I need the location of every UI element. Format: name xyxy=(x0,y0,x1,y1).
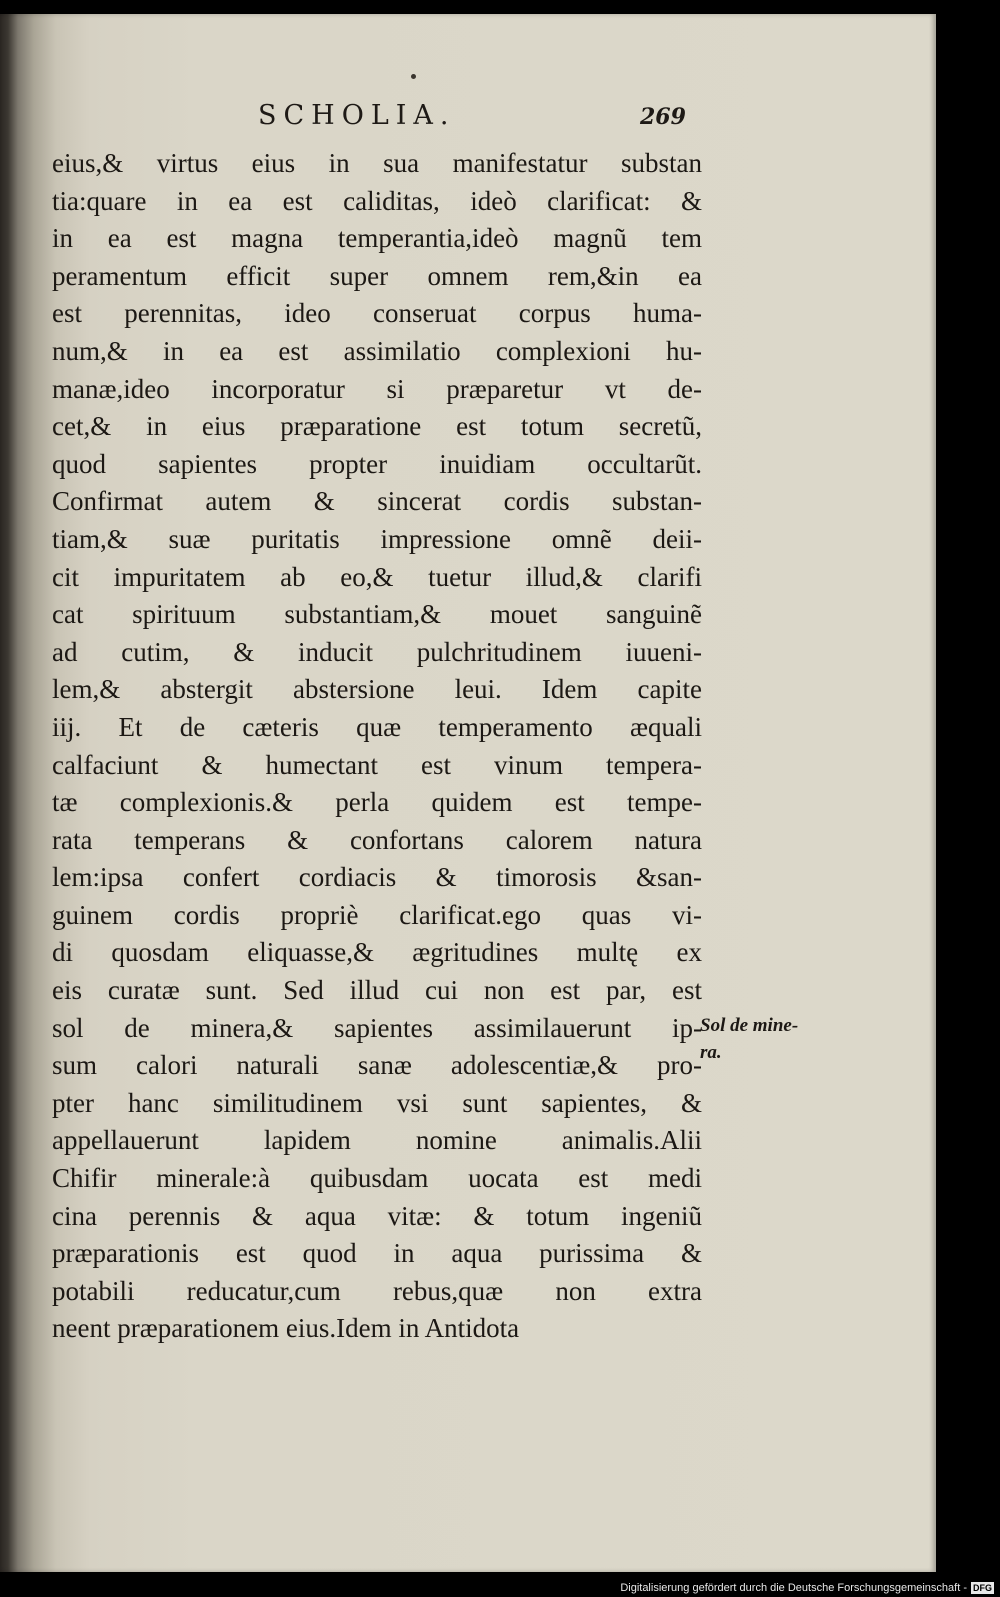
text-line: cat spirituum substantiam,& mouet sanguinẽ xyxy=(52,599,702,630)
text-line: cet,& in eius præparatione est totum secretũ, xyxy=(52,411,702,442)
text-line: di quosdam eliquasse,& ægritudines multę ex xyxy=(52,937,702,968)
text-line: lem:ipsa confert cordiacis & timorosis &san- xyxy=(52,862,702,893)
book-page xyxy=(0,14,936,1572)
text-line: peramentum efficit super omnem rem,&in ea xyxy=(52,260,702,291)
text-line: tia:quare in ea est caliditas, ideò clarificat: & xyxy=(52,185,702,216)
text-line: guinem cordis propriè clarificat.ego quas vi- xyxy=(52,899,702,930)
text-line: in ea est magna temperantia,ideò magnũ tem xyxy=(52,223,702,254)
text-line: calfaciunt & humectant est vinum tempera- xyxy=(52,749,702,780)
margin-note-line: ra. xyxy=(700,1042,722,1063)
text-line: præparationis est quod in aqua purissima & xyxy=(52,1238,702,1269)
funding-credit: Digitalisierung gefördert durch die Deutsche Forschungsgemeinschaft - xyxy=(620,1582,967,1594)
text-line: manæ,ideo incorporatur si præparetur vt de- xyxy=(52,373,702,404)
dfg-logo-icon: DFG xyxy=(973,1583,992,1593)
margin-note xyxy=(700,1012,830,1066)
text-line: sum calori naturali sanæ adolescentiæ,& pro- xyxy=(52,1050,702,1081)
text-line: tiam,& suæ puritatis impressione omnẽ deii- xyxy=(52,523,702,554)
text-line: num,& in ea est assimilatio complexioni hu- xyxy=(52,335,702,366)
text-line: iij. Et de cæteris quæ temperamento æquali xyxy=(52,711,702,742)
page-header xyxy=(0,100,936,140)
text-line: cina perennis & aqua vitæ: & totum ingeniũ xyxy=(52,1200,702,1231)
text-line: Chifir minerale:à quibusdam uocata est medi xyxy=(52,1163,702,1194)
text-line: pter hanc similitudinem vsi sunt sapientes, & xyxy=(52,1087,702,1118)
text-line: ad cutim, & inducit pulchritudinem iuueni- xyxy=(52,636,702,667)
text-line: Confirmat autem & sincerat cordis substan- xyxy=(52,486,702,517)
text-line: cit impuritatem ab eo,& tuetur illud,& clarifi xyxy=(52,561,702,592)
text-line: tæ complexionis.& perla quidem est tempe- xyxy=(52,787,702,818)
text-line: eius,& virtus eius in sua manifestatur substan xyxy=(52,148,702,178)
text-line: lem,& abstergit abstersione leui. Idem capite xyxy=(52,674,702,705)
text-line: quod sapientes propter inuidiam occultarũt. xyxy=(52,448,702,479)
text-line: potabili reducatur,cum rebus,quæ non extra xyxy=(52,1275,702,1306)
margin-note-line: Sol de mine- xyxy=(700,1015,799,1036)
digitization-footer xyxy=(620,1582,994,1594)
body-text xyxy=(52,145,702,1348)
text-line: rata temperans & confortans calorem natura xyxy=(52,824,702,855)
text-line: est perennitas, ideo conseruat corpus huma- xyxy=(52,298,702,329)
text-line: neent præparationem eius.Idem in Antidota xyxy=(52,1313,520,1344)
ink-speck xyxy=(411,74,416,79)
running-title: SCHOLIA. xyxy=(258,100,456,131)
page-number: 269 xyxy=(640,104,686,130)
text-line: appellauerunt lapidem nomine animalis.Alii xyxy=(52,1125,702,1156)
text-line: sol de minera,& sapientes assimilauerunt ip- xyxy=(52,1012,702,1043)
text-line: eis curatæ sunt. Sed illud cui non est par, est xyxy=(52,975,702,1006)
